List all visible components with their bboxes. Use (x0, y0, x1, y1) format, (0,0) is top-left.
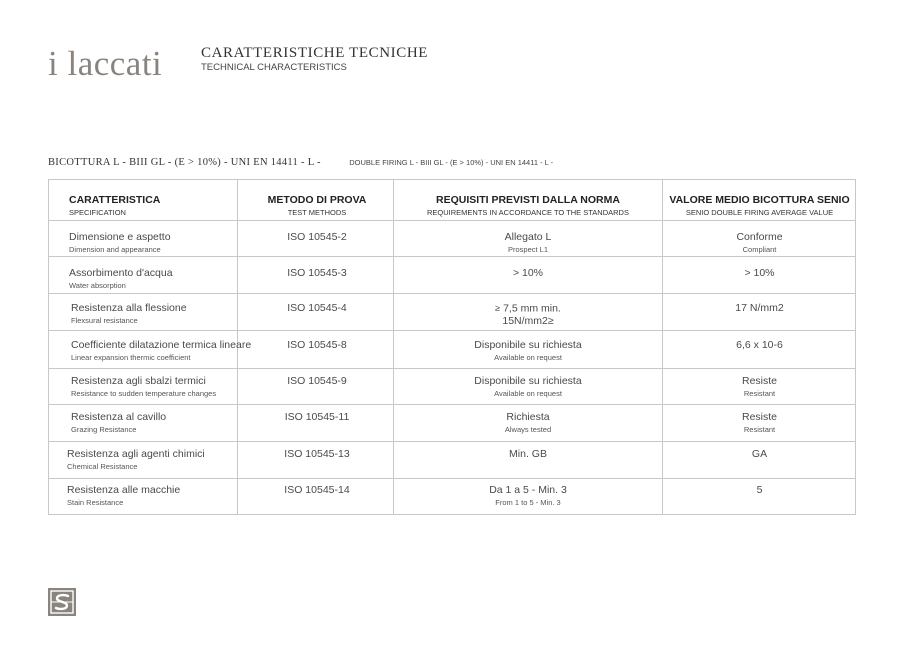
requirement-value-en: Available on request (494, 389, 562, 398)
row-spec (69, 231, 171, 255)
row-value (663, 411, 856, 435)
spec-label: Resistenza agli agenti chimici (67, 448, 205, 460)
header-sub: SPECIFICATION (69, 208, 126, 217)
requirement-value: Min. GB (509, 448, 547, 460)
requirement-value: > 10% (512, 267, 544, 279)
row-spec (71, 411, 166, 435)
row-value (663, 339, 856, 352)
method-value: ISO 10545-8 (287, 339, 347, 351)
method-value: ISO 10545-4 (287, 302, 347, 314)
senio-s-mark-icon (48, 588, 76, 616)
average-value-en: Resistant (743, 425, 776, 434)
row-spec (71, 302, 187, 326)
requirement-value: Disponibile su richiesta (474, 375, 582, 387)
header-sub: TEST METHODS (287, 208, 347, 217)
row-value (663, 448, 856, 461)
row-value (663, 267, 856, 280)
spec-label: Resistenza alla flessione (71, 302, 187, 314)
row-value (663, 231, 856, 255)
spec-label: Resistenza al cavillo (71, 411, 167, 423)
average-value: 17 N/mm2 (735, 302, 784, 314)
spec-label: Coefficiente dilatazione termica lineare (71, 339, 252, 351)
row-divider (49, 368, 855, 369)
row-requirement (394, 339, 662, 363)
row-value (663, 302, 856, 315)
row-divider (49, 256, 855, 257)
average-value: Resiste (741, 375, 777, 387)
spec-label-en: Flexsural resistance (71, 316, 138, 325)
method-value: ISO 10545-14 (284, 484, 350, 496)
header-average-value (663, 194, 856, 218)
requirement-value: Disponibile su richiesta (474, 339, 582, 351)
product-classification (48, 152, 868, 170)
row-method (239, 448, 395, 461)
method-value: ISO 10545-9 (287, 375, 347, 387)
page-title-en: TECHNICAL CHARACTERISTICS (201, 62, 347, 73)
row-requirement (394, 267, 662, 280)
row-spec (71, 339, 251, 363)
requirement-value: Allegato L (504, 231, 552, 243)
requirement-value-en: Available on request (494, 353, 562, 362)
row-value (663, 484, 856, 497)
row-spec (69, 267, 173, 291)
method-value: ISO 10545-13 (284, 448, 350, 460)
row-divider (49, 220, 855, 221)
average-value: 5 (756, 484, 763, 496)
header-sub: SENIO DOUBLE FIRING AVERAGE VALUE (685, 208, 834, 217)
average-value-en: Compliant (742, 245, 777, 254)
spec-label: Resistenza agli sbalzi termici (71, 375, 206, 387)
requirement-value: Da 1 a 5 - Min. 3 (489, 484, 567, 496)
spec-label-en: Linear expansion thermic coefficient (71, 353, 191, 362)
header-main: REQUISITI PREVISTI DALLA NORMA (436, 194, 620, 206)
classification-en: DOUBLE FIRING L - BIII GL - (E > 10%) - UNI EN 14411 - L - (349, 158, 554, 167)
row-divider (49, 478, 855, 479)
method-value: ISO 10545-2 (287, 231, 347, 243)
header-main: CARATTERISTICA (69, 194, 161, 206)
row-method (239, 484, 395, 497)
classification-it: BICOTTURA L - BIII GL - (E > 10%) - UNI EN 14411 - L - (48, 157, 321, 168)
row-method (239, 231, 395, 244)
row-value (663, 375, 856, 399)
row-method (239, 411, 395, 424)
requirement-value-en: From 1 to 5 - Min. 3 (495, 498, 561, 507)
header-requirements (394, 194, 662, 218)
requirement-value-en: Prospect L1 (507, 245, 549, 254)
header-main: METODO DI PROVA (267, 194, 367, 206)
row-spec (67, 448, 205, 472)
header-main: VALORE MEDIO BICOTTURA SENIO (669, 194, 850, 206)
spec-label-en: Grazing Resistance (71, 425, 137, 434)
row-requirement (394, 375, 662, 399)
method-value: ISO 10545-11 (284, 411, 350, 423)
row-requirement (394, 302, 662, 328)
row-requirement (394, 231, 662, 255)
page-title: CARATTERISTICHE TECNICHE (201, 45, 429, 61)
row-divider (49, 404, 855, 405)
page-header (201, 45, 428, 74)
row-method (239, 375, 395, 388)
average-value: 6,6 x 10-6 (736, 339, 783, 351)
average-value: GA (751, 448, 768, 460)
method-value: ISO 10545-3 (287, 267, 347, 279)
spec-label: Resistenza alle macchie (67, 484, 181, 496)
spec-label-en: Stain Resistance (67, 498, 124, 507)
average-value: > 10% (744, 267, 775, 279)
row-requirement (394, 484, 662, 508)
row-method (239, 339, 395, 352)
greater-equal-icon: ≥ (495, 303, 501, 313)
row-divider (49, 293, 855, 294)
requirement-value: 7,5 mm min. (503, 302, 561, 315)
brand-logo: i laccati (48, 44, 163, 83)
row-requirement (394, 411, 662, 435)
row-method (239, 267, 395, 280)
requirement-value-line2: 15N/mm2≥ (502, 315, 554, 328)
spec-label-en: Dimension and appearance (69, 245, 161, 254)
requirement-value: Richiesta (506, 411, 550, 423)
technical-table (48, 179, 856, 515)
average-value: Resiste (741, 411, 777, 423)
header-test-method (239, 194, 395, 218)
row-spec (71, 375, 216, 399)
row-method (239, 302, 395, 315)
spec-label-en: Chemical Resistance (67, 462, 138, 471)
row-divider (49, 441, 855, 442)
header-sub: REQUIREMENTS IN ACCORDANCE TO THE STANDARDS (427, 208, 629, 217)
header-specification (69, 194, 160, 218)
average-value: Conforme (736, 231, 783, 243)
row-requirement (394, 448, 662, 461)
average-value-en: Resistant (743, 389, 776, 398)
requirement-value-en: Always tested (504, 425, 552, 434)
spec-label-en: Water absorption (69, 281, 126, 290)
spec-label-en: Resistance to sudden temperature changes (71, 389, 217, 398)
row-divider (49, 330, 855, 331)
row-spec (67, 484, 180, 508)
spec-label: Assorbimento d'acqua (69, 267, 173, 279)
spec-label: Dimensione e aspetto (69, 231, 171, 243)
